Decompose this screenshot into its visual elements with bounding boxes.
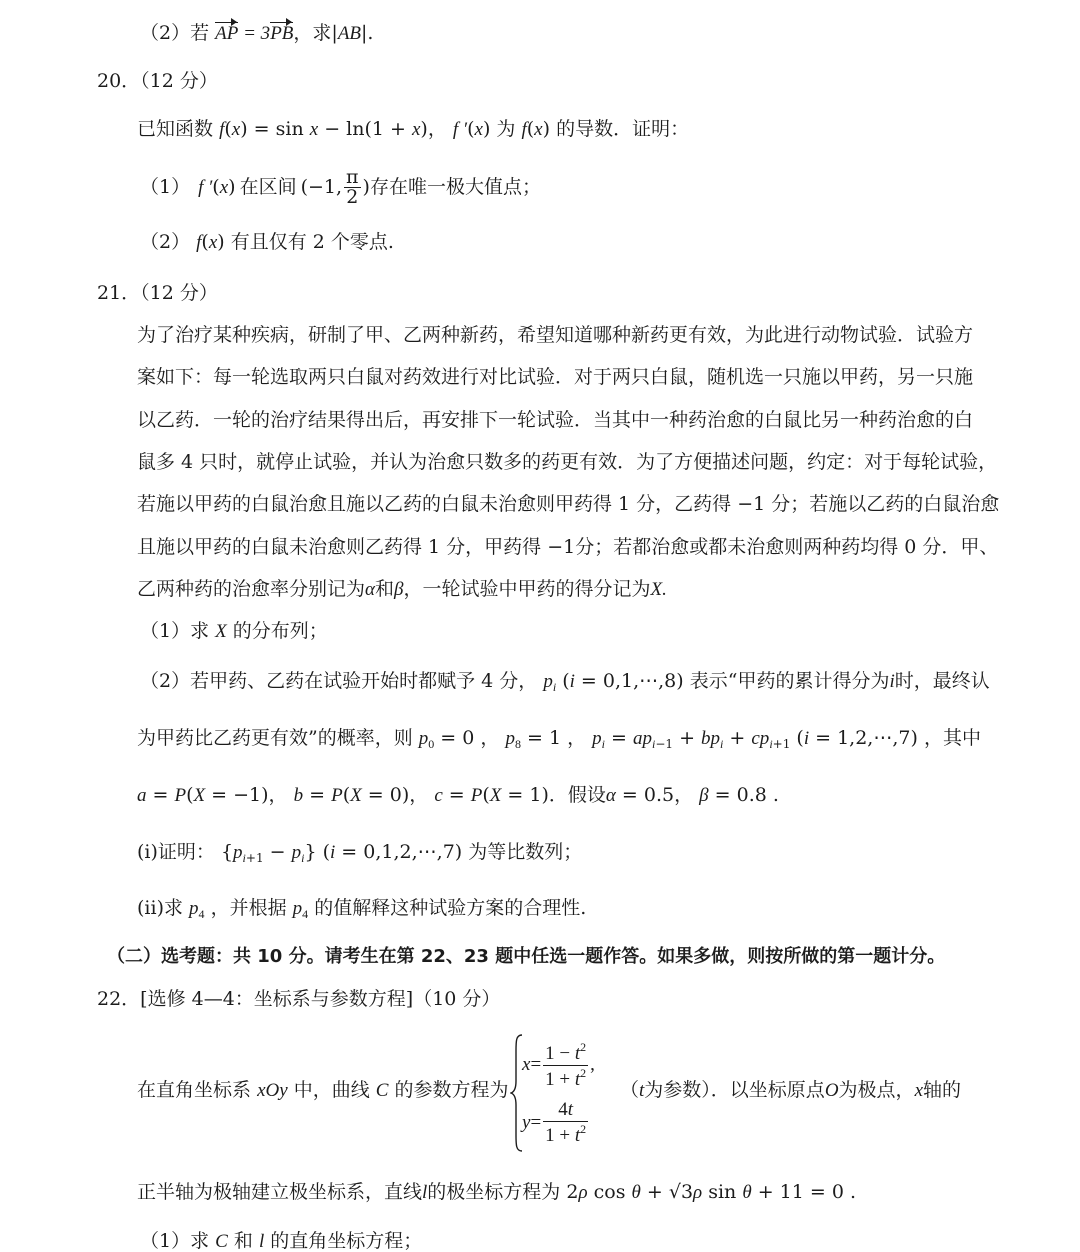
math-a: a [137,785,147,806]
math-frac: $\frac{1 - t^2}{1 + t^2}$ [545,1039,587,1090]
math: ( [482,784,490,806]
math: = 0.5， [615,784,694,806]
math-c: c [434,785,443,806]
text: 乙两种药的治愈率分别记为 [137,578,366,600]
math: x [522,1054,531,1075]
text: 的值解释这种试验方案的合理性. [314,897,587,919]
math-ab: AB [337,23,362,44]
math: ( [342,784,351,806]
text: （ [620,1079,640,1101]
math-beta: β [699,785,709,806]
math: ) [228,175,236,198]
math-pi-over-2: $\frac{\pi}{2}$ [346,165,359,208]
math: = 0,1,⋯,8) [574,670,684,692]
text: 和 [375,578,395,600]
math-xOy: xOy [257,1080,288,1101]
math: = [303,784,332,806]
text: 轴的 [923,1079,962,1101]
math: ( [467,118,475,140]
text: ，并根据 [210,897,287,919]
math: θ [742,1182,752,1203]
math: x [231,119,241,140]
math: = 1 ， [520,727,587,749]
math-p4: $p_4$ [292,898,309,921]
text: 和 [233,1230,253,1252]
math-b: b [293,785,304,806]
math: ( [556,670,570,692]
math-t: t [639,1080,645,1101]
math: cos [587,1181,632,1203]
math: θ [631,1182,641,1203]
math-beta: β [394,579,404,600]
q21-text-line: 案如下：每一轮选取两只白鼠对药效进行对比试验．对于两只白鼠，随机选一只施以甲药，另一只施 [137,366,974,388]
math: x [474,119,483,140]
q22-part1 [140,1232,422,1251]
text: 正半轴为极轴建立极坐标系，直线 [137,1181,423,1203]
math: x [208,232,218,253]
math: P [174,785,187,806]
q20-part2 [140,233,394,252]
math-l: l [258,1231,265,1252]
text: 为 [496,118,516,140]
q22-text-line2 [137,1183,856,1202]
math: ( [224,118,232,140]
text: 的直角坐标方程； [270,1230,423,1252]
q21-part2-line3 [137,786,779,805]
math: X [350,785,362,806]
math: +1 [245,851,264,865]
q22-text-line1a [137,1081,509,1100]
text: 在直角坐标系 [137,1079,252,1101]
eq-y [522,1094,595,1152]
text: 的极坐标方程为 [427,1181,561,1203]
q21-text-line: 为了治疗某种疾病，研制了甲、乙两种新药，希望知道哪种新药更有效，为此进行动物试验．试验方 [137,324,974,346]
math-polar-equation: 2 [566,1181,579,1203]
text: 为等比数列； [468,841,583,863]
math: $ap_i$ [632,728,656,751]
math: x [219,176,229,198]
math-alpha: α [365,579,375,600]
math: = [530,1112,542,1133]
text: 为极点， [838,1079,915,1101]
math: = 0,1,2,⋯,7) [335,841,463,863]
text: (i)证明： [137,841,215,863]
text: ，求| [293,22,338,44]
q20-part1 [140,162,541,212]
text: 存在唯一极大值点； [369,175,541,198]
math: ( [790,727,804,749]
math-alpha: α [605,785,616,806]
math: ) [362,175,370,198]
text: 有且仅有 2 个零点. [230,231,394,253]
math-fprime: f ′ [198,176,213,198]
math: − [263,841,292,863]
math: P [470,785,483,806]
math: = [146,784,175,806]
math: = −1)， [205,784,288,806]
parametric-system [522,1036,595,1152]
math: ) [542,118,551,140]
text: （2）若 [140,22,210,44]
math: ( [186,784,194,806]
math-p8: $p_8$ [505,728,521,751]
text: 的导数．证明： [556,118,690,140]
text: （1）求 [140,620,210,642]
question-20-header: 20．（12 分） [97,70,218,92]
math: +1 [772,737,791,751]
math: ( [201,231,209,253]
math: ) [217,231,225,253]
math: = [604,727,633,749]
text: ．假设 [548,784,606,806]
math-C: C [375,1080,389,1101]
math: ) [482,118,491,140]
math: + √3 [640,1181,694,1203]
math: x [411,119,421,140]
math: ( [526,118,535,140]
text: 的分布列； [232,620,328,642]
math: x [309,119,319,140]
math-fx: f [196,232,202,253]
text: ，其中 [923,727,981,749]
text: (ii)求 [137,897,183,919]
math: $p_i$ [291,842,305,865]
math: P [331,785,343,806]
math: ρ [693,1182,703,1203]
question-22-header: 22．[选修 4—4：坐标系与参数方程]（10 分） [97,988,501,1010]
math: = [442,784,471,806]
math: = 0)， [361,784,429,806]
text: 已知函数 [137,118,214,140]
q20-intro [137,120,689,139]
math: + [723,727,752,749]
math: x [534,119,543,140]
section-optional-header: （二）选考题：共 10 分。请考生在第 22、23 题中任选一题作答。如果多做，则按所做的第一题计分。 [107,946,946,967]
text: ， [427,118,447,140]
q21-text-line [137,580,667,599]
q21-text-line: 且施以甲药的白鼠未治愈则乙药得 1 分，甲药得 −1分；若都治愈或都未治愈则两种药均得 0 分．甲、 [137,536,999,558]
text: 中，曲线 [293,1079,370,1101]
math-vector-equation: AP = 3PB [215,23,294,44]
text: ，一轮试验中甲药的得分记为 [403,578,651,600]
math: X [489,785,502,806]
math-fprime: f ′ [452,119,468,140]
text: 为甲药比乙药更有效”的概率，则 [137,727,413,749]
math: ) = sin [240,118,310,140]
q21-part2-line2 [137,729,981,750]
math: −1 [655,737,674,751]
math: i [803,728,810,749]
math: + [673,727,702,749]
math-O: O [824,1080,839,1101]
math-p0: $p_0$ [418,728,435,751]
math: ) [420,118,428,140]
math: = 1,2,⋯,7) [809,727,918,749]
math: X [193,785,206,806]
math-X: X. [650,579,667,600]
math-i: i [889,671,895,692]
math-fx: f [521,119,527,140]
q21-subpart-i [137,843,582,864]
q19-part2 [140,24,373,43]
math-sequence: { [220,841,234,863]
text: 表示“甲药的累计得分为 [689,670,890,692]
text: （2） [140,231,191,253]
q21-text-line: 鼠多 4 只时，就停止试验，并认为治愈只数多的药更有效．为了方便描述问题，约定：对于每轮试验， [137,451,998,473]
math-X: X [215,621,227,642]
math: = 0.8 . [708,784,779,806]
math: $bp_i$ [701,728,724,751]
math: = 1) [501,784,549,806]
math-p4: $p_4$ [189,898,205,921]
math: $p_i$ [233,842,246,865]
text: （1）求 [140,1230,210,1252]
math: − ln(1 + [318,118,412,140]
text: 为参数）．以坐标原点 [644,1079,825,1101]
eq-x [522,1036,595,1094]
text: 时，最终认 [894,670,990,692]
math-frac: $\frac{4t}{1 + t^2}$ [545,1099,587,1146]
math-pi: $p_i$ [543,671,557,694]
math: ρ [578,1182,588,1203]
q21-part2-line1 [140,672,990,693]
math-interval: (−1, [300,175,343,198]
math-C: C [215,1231,228,1252]
text: 在区间 [239,175,297,198]
math: = 0 ， [434,727,500,749]
math-recurrence: $p_i$ [592,728,605,751]
q22-text-line1b [620,1081,961,1100]
text: （1） [140,175,191,198]
question-21-header: 21．（12 分） [97,282,218,304]
math-x: x [914,1080,923,1101]
math: $cp_i$ [751,728,773,751]
math-fx-def: f [219,119,225,140]
math: , [590,1054,595,1075]
text: |. [361,22,374,44]
math: i [329,842,336,863]
text: （2）若甲药、乙药在试验开始时都赋予 4 分， [140,670,538,692]
math: i [569,671,575,692]
math: + 11 = 0 . [751,1181,857,1203]
math: } ( [304,841,330,863]
q21-part1 [140,622,328,641]
math: y [522,1112,531,1133]
math: ( [212,175,220,198]
math: = [530,1054,542,1075]
q21-text-line: 以乙药．一轮的治疗结果得出后，再安排下一轮试验．当其中一种药治愈的白鼠比另一种药治愈的白 [137,409,974,431]
math-l: l [422,1182,428,1203]
math: sin [702,1181,743,1203]
q21-text-line: 若施以甲药的白鼠治愈且施以乙药的白鼠未治愈则甲药得 1 分，乙药得 −1 分；若施以乙药的白鼠治愈 [137,493,1000,515]
q21-subpart-ii [137,899,586,920]
text: 的参数方程为 [394,1079,509,1101]
